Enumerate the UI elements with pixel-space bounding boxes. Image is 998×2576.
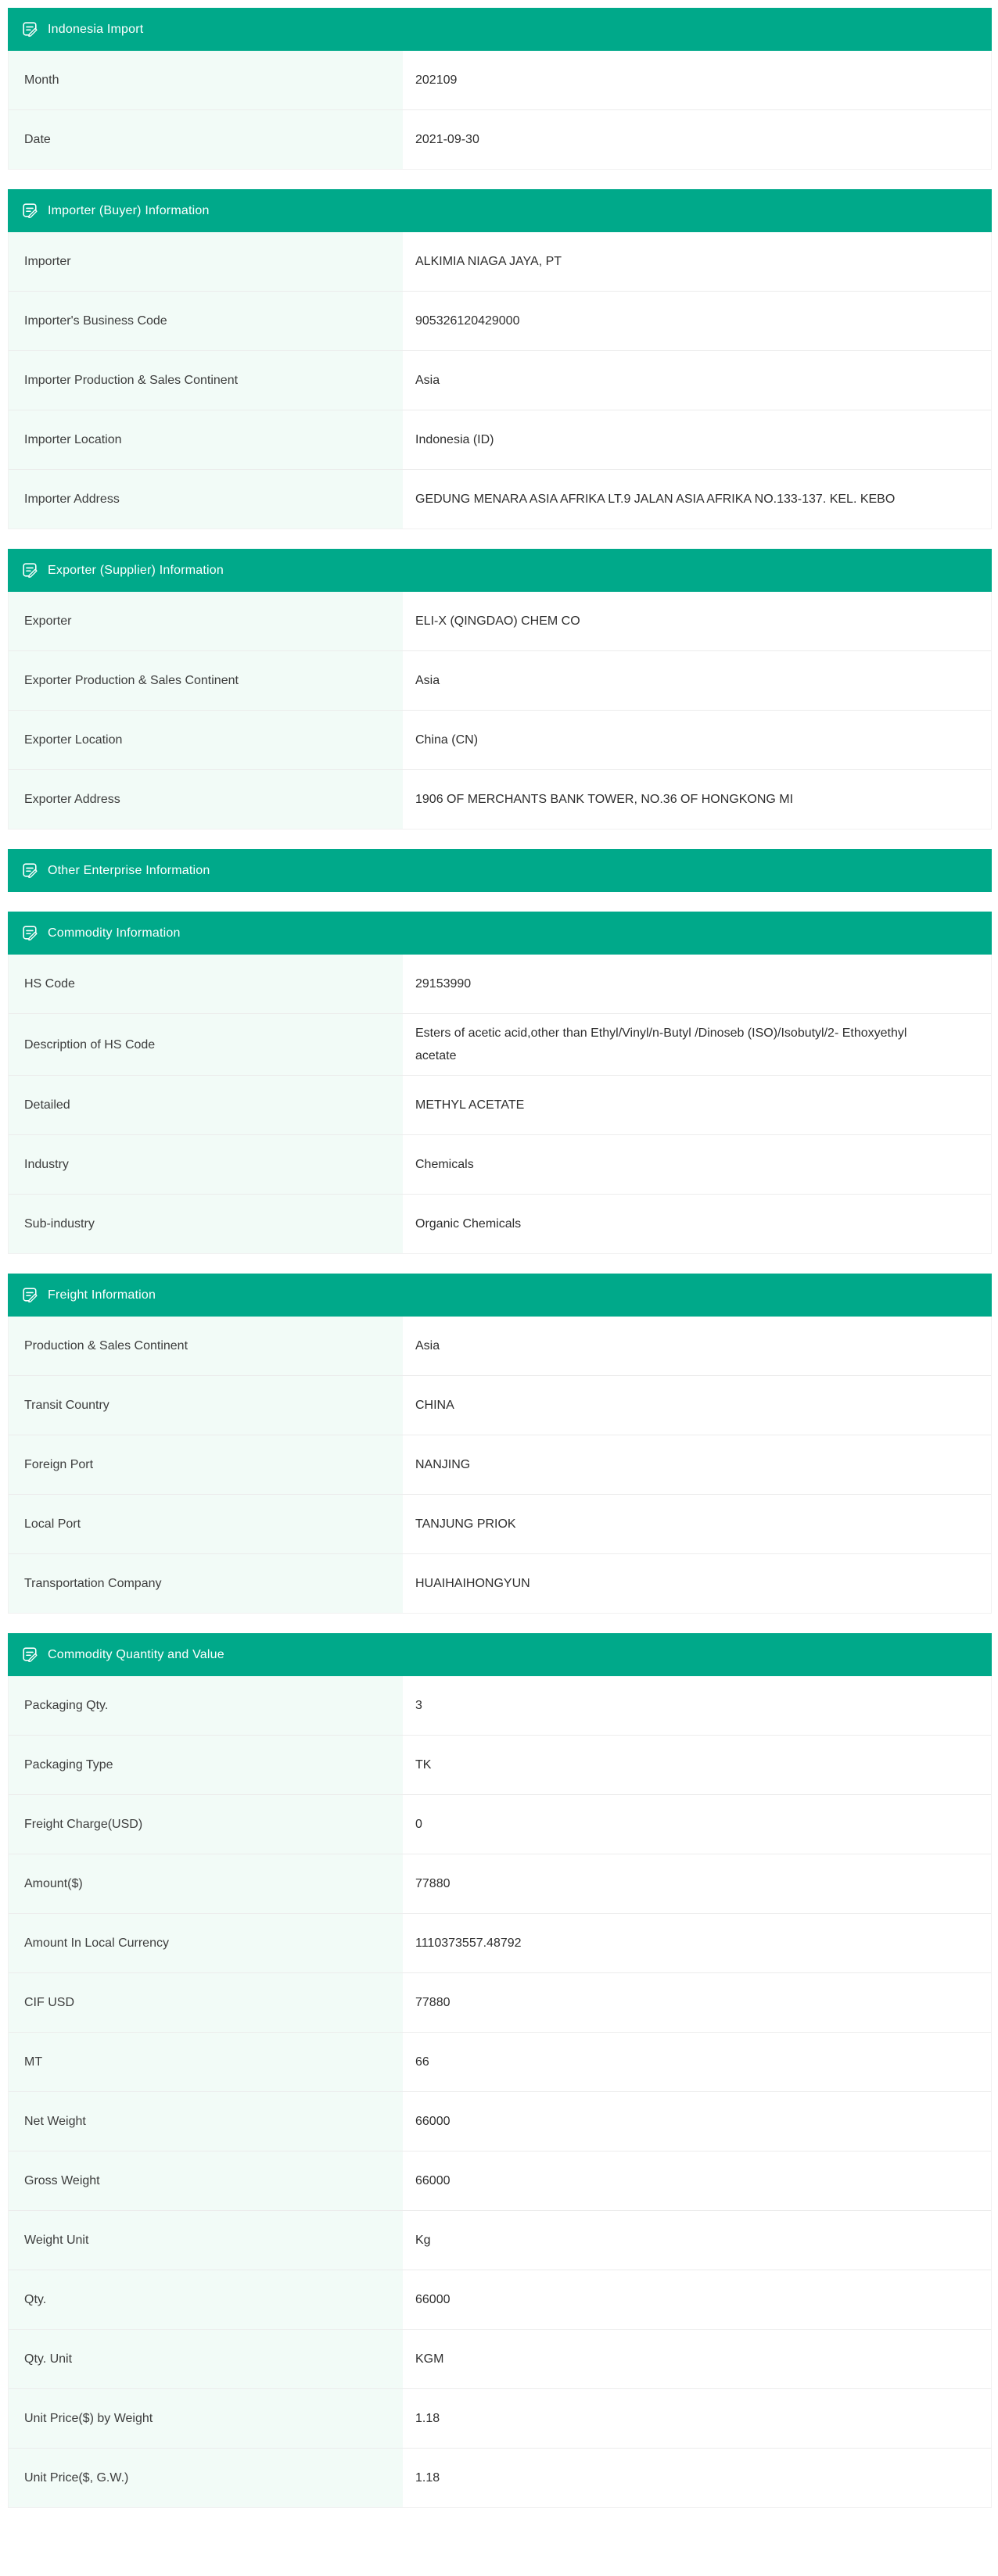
table-row xyxy=(9,292,991,351)
row-label: Amount($) xyxy=(9,1854,403,1913)
row-value: ELI-X (QINGDAO) CHEM CO xyxy=(415,614,580,628)
section-card xyxy=(8,8,992,170)
row-value: 1110373557.48792 xyxy=(415,1936,522,1950)
table-row xyxy=(9,1495,991,1554)
section-card xyxy=(8,1633,992,2508)
row-value: Indonesia (ID) xyxy=(415,433,494,446)
table-row xyxy=(9,1854,991,1914)
section-title: Exporter (Supplier) Information xyxy=(48,563,224,577)
section-rows xyxy=(8,1676,992,2508)
section-title: Indonesia Import xyxy=(48,22,144,36)
document-form-icon xyxy=(23,1288,38,1302)
row-value: METHYL ACETATE xyxy=(415,1098,525,1112)
row-label: Month xyxy=(9,51,403,109)
document-form-icon xyxy=(23,203,38,218)
row-value: HUAIHAIHONGYUN xyxy=(415,1577,530,1590)
table-row xyxy=(9,592,991,651)
row-label: Importer xyxy=(9,232,403,291)
table-row xyxy=(9,1973,991,2033)
row-value: 66000 xyxy=(415,2293,451,2306)
row-value: 1.18 xyxy=(415,2471,440,2485)
section-title: Commodity Information xyxy=(48,926,181,940)
row-label: Date xyxy=(9,110,403,169)
table-row xyxy=(9,2330,991,2389)
row-label: Weight Unit xyxy=(9,2211,403,2270)
document-form-icon xyxy=(23,22,38,37)
row-value: Kg xyxy=(415,2234,431,2247)
row-label: Packaging Qty. xyxy=(9,1676,403,1735)
row-value: Asia xyxy=(415,674,440,687)
table-row xyxy=(9,2270,991,2330)
row-label: Exporter Production & Sales Continent xyxy=(9,651,403,710)
row-label: Packaging Type xyxy=(9,1736,403,1794)
section-rows xyxy=(8,51,992,170)
section-card xyxy=(8,912,992,1254)
row-label: Qty. xyxy=(9,2270,403,2329)
table-row xyxy=(9,51,991,110)
table-row xyxy=(9,351,991,410)
document-form-icon xyxy=(23,563,38,578)
section-title: Commodity Quantity and Value xyxy=(48,1647,224,1661)
row-label: Description of HS Code xyxy=(9,1014,403,1075)
table-row xyxy=(9,410,991,470)
row-value: 0 xyxy=(415,1818,422,1831)
row-value: 29153990 xyxy=(415,977,472,991)
document-form-icon xyxy=(23,1647,38,1662)
row-value: 66 xyxy=(415,2055,429,2069)
row-label: Importer Location xyxy=(9,410,403,469)
table-row xyxy=(9,1076,991,1135)
row-value: TANJUNG PRIOK xyxy=(415,1517,516,1531)
row-value: 3 xyxy=(415,1699,422,1712)
row-value: 66000 xyxy=(415,2115,451,2128)
table-row xyxy=(9,1676,991,1736)
row-value: KGM xyxy=(415,2352,444,2366)
table-row xyxy=(9,770,991,829)
row-value: 66000 xyxy=(415,2174,451,2187)
section-card xyxy=(8,1274,992,1614)
row-value: 202109 xyxy=(415,73,458,87)
table-row xyxy=(9,2033,991,2092)
table-row xyxy=(9,1376,991,1435)
table-row xyxy=(9,1014,991,1076)
row-value: China (CN) xyxy=(415,733,479,747)
row-value: GEDUNG MENARA ASIA AFRIKA LT.9 JALAN ASIA AFRIKA NO.133-137. KEL. KEBO xyxy=(415,493,896,506)
table-row xyxy=(9,2151,991,2211)
table-row xyxy=(9,2092,991,2151)
row-label: CIF USD xyxy=(9,1973,403,2032)
section-title: Freight Information xyxy=(48,1288,156,1302)
section-header xyxy=(8,8,992,51)
section-title: Importer (Buyer) Information xyxy=(48,203,210,217)
document-form-icon xyxy=(23,863,38,878)
row-label: Foreign Port xyxy=(9,1435,403,1494)
row-label: HS Code xyxy=(9,955,403,1013)
row-value: Organic Chemicals xyxy=(415,1217,522,1231)
table-row xyxy=(9,711,991,770)
row-label: Qty. Unit xyxy=(9,2330,403,2388)
table-row xyxy=(9,1914,991,1973)
row-value: ALKIMIA NIAGA JAYA, PT xyxy=(415,255,562,268)
section-card xyxy=(8,849,992,892)
row-label: Exporter Location xyxy=(9,711,403,769)
row-label: Exporter Address xyxy=(9,770,403,829)
row-label: Detailed xyxy=(9,1076,403,1134)
table-row xyxy=(9,2389,991,2449)
row-label: Sub-industry xyxy=(9,1195,403,1253)
row-value: 1.18 xyxy=(415,2412,440,2425)
row-label: Importer's Business Code xyxy=(9,292,403,350)
row-label: Exporter xyxy=(9,592,403,650)
row-value: 1906 OF MERCHANTS BANK TOWER, NO.36 OF HONGKONG MI xyxy=(415,793,794,806)
table-row xyxy=(9,1135,991,1195)
row-label: MT xyxy=(9,2033,403,2091)
section-rows xyxy=(8,592,992,829)
row-value: 2021-09-30 xyxy=(415,133,479,146)
row-label: Amount In Local Currency xyxy=(9,1914,403,1972)
row-label: Unit Price($, G.W.) xyxy=(9,2449,403,2507)
row-value: Asia xyxy=(415,1339,440,1352)
table-row xyxy=(9,1795,991,1854)
row-value: NANJING xyxy=(415,1458,471,1471)
row-label: Local Port xyxy=(9,1495,403,1553)
section-rows xyxy=(8,232,992,529)
table-row xyxy=(9,1317,991,1376)
row-label: Importer Production & Sales Continent xyxy=(9,351,403,410)
row-value: 905326120429000 xyxy=(415,314,520,328)
table-row xyxy=(9,110,991,169)
row-value: 77880 xyxy=(415,1996,451,2009)
section-rows xyxy=(8,1317,992,1614)
row-label: Industry xyxy=(9,1135,403,1194)
section-header xyxy=(8,912,992,955)
row-label: Gross Weight xyxy=(9,2151,403,2210)
row-label: Production & Sales Continent xyxy=(9,1317,403,1375)
row-value: CHINA xyxy=(415,1399,454,1412)
document-form-icon xyxy=(23,926,38,940)
row-label: Net Weight xyxy=(9,2092,403,2151)
table-row xyxy=(9,955,991,1014)
row-value: Chemicals xyxy=(415,1158,474,1171)
table-row xyxy=(9,1736,991,1795)
row-label: Unit Price($) by Weight xyxy=(9,2389,403,2448)
section-card xyxy=(8,189,992,529)
table-row xyxy=(9,1195,991,1253)
section-header xyxy=(8,549,992,592)
table-row xyxy=(9,470,991,528)
table-row xyxy=(9,2449,991,2507)
section-header xyxy=(8,1633,992,1676)
section-card xyxy=(8,549,992,829)
row-value: Esters of acetic acid,other than Ethyl/Vinyl/n-Butyl /Dinoseb (ISO)/Isobutyl/2- Ethoxyethyl acetate xyxy=(415,1026,907,1062)
table-row xyxy=(9,651,991,711)
row-label: Importer Address xyxy=(9,470,403,528)
table-row xyxy=(9,232,991,292)
row-label: Transportation Company xyxy=(9,1554,403,1613)
row-value: Asia xyxy=(415,374,440,387)
row-label: Freight Charge(USD) xyxy=(9,1795,403,1854)
table-row xyxy=(9,2211,991,2270)
table-row xyxy=(9,1554,991,1613)
section-rows xyxy=(8,955,992,1254)
row-value: TK xyxy=(415,1758,432,1772)
table-row xyxy=(9,1435,991,1495)
section-header xyxy=(8,189,992,232)
section-title: Other Enterprise Information xyxy=(48,863,210,877)
row-label: Transit Country xyxy=(9,1376,403,1435)
section-header xyxy=(8,1274,992,1317)
row-value: 77880 xyxy=(415,1877,451,1890)
section-header xyxy=(8,849,992,892)
